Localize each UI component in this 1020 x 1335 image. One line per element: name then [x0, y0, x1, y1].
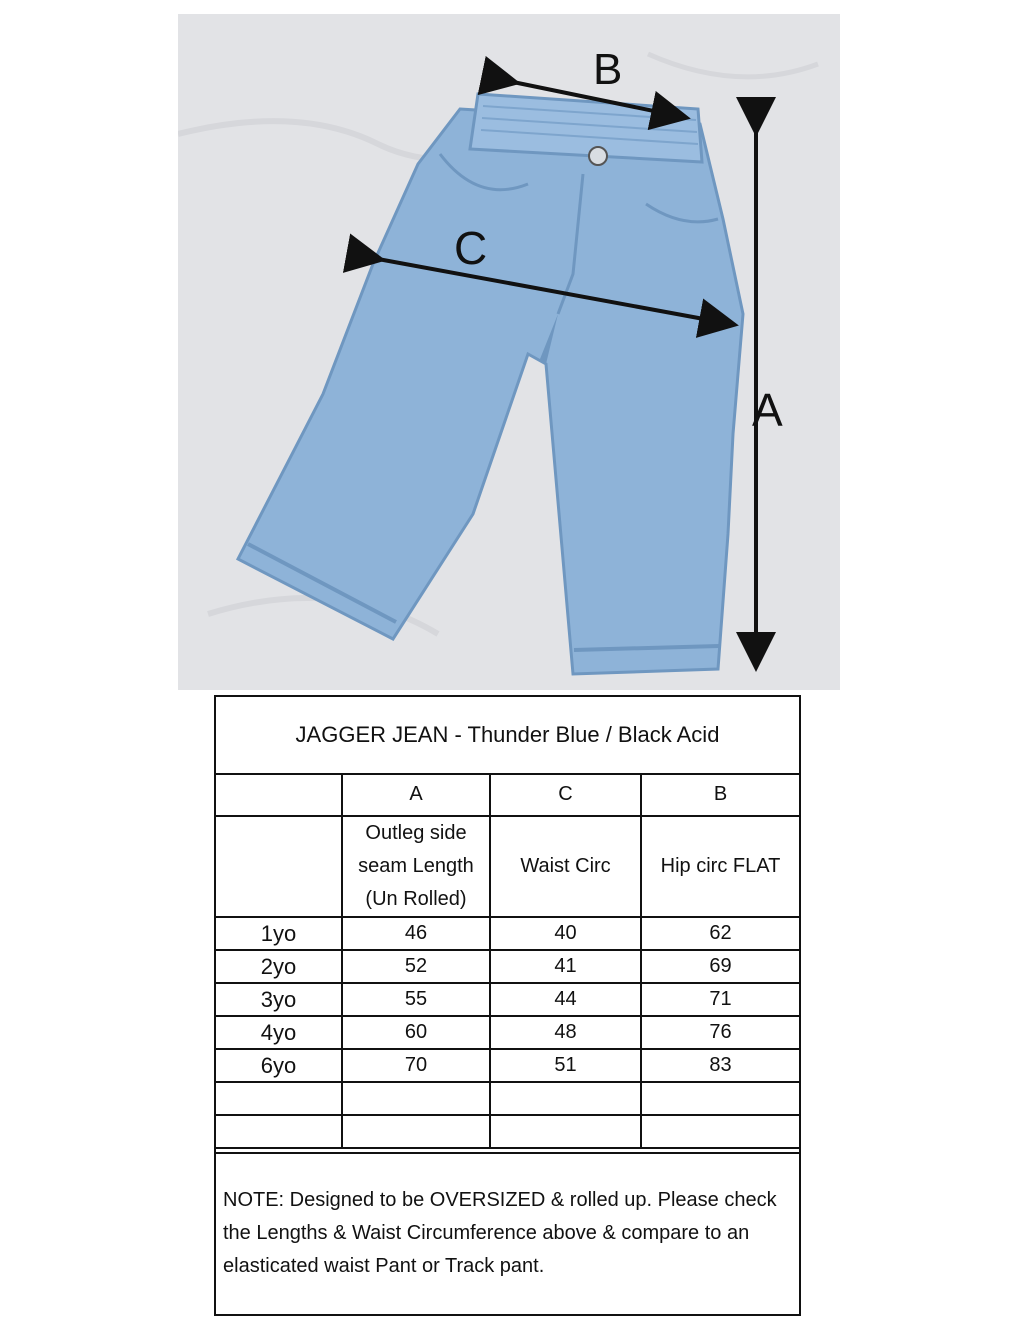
empty-cell	[490, 1082, 641, 1115]
chart-title: JAGGER JEAN - Thunder Blue / Black Acid	[216, 697, 799, 775]
value-c: 41	[490, 950, 641, 983]
value-a: 46	[342, 917, 490, 950]
size-cell: 3yo	[216, 983, 342, 1016]
value-c: 40	[490, 917, 641, 950]
jeans-illustration	[178, 14, 840, 690]
description-row	[216, 816, 799, 917]
value-b: 69	[641, 950, 799, 983]
table-row	[216, 983, 799, 1016]
desc-a-line: seam Length	[358, 855, 474, 877]
header-blank	[216, 773, 342, 816]
value-c: 48	[490, 1016, 641, 1049]
header-a: A	[342, 773, 490, 816]
table-row	[216, 917, 799, 950]
value-a: 70	[342, 1049, 490, 1082]
size-cell: 4yo	[216, 1016, 342, 1049]
table-row	[216, 950, 799, 983]
value-b: 76	[641, 1016, 799, 1049]
sizing-note: NOTE: Designed to be OVERSIZED & rolled up. Please check the Lengths & Waist Circumference above & compare to an elasticated waist Pant or Track pant.	[216, 1152, 799, 1316]
empty-cell	[490, 1115, 641, 1148]
table-row	[216, 1016, 799, 1049]
label-c: C	[454, 222, 488, 274]
desc-c: Waist Circ	[490, 816, 641, 917]
value-b: 62	[641, 917, 799, 950]
empty-cell	[641, 1082, 799, 1115]
empty-cell	[641, 1115, 799, 1148]
size-grid	[216, 773, 799, 1149]
desc-a-line: Outleg side	[365, 822, 467, 844]
desc-b: Hip circ FLAT	[641, 816, 799, 917]
size-cell: 2yo	[216, 950, 342, 983]
product-photo	[178, 14, 840, 690]
label-a: A	[752, 384, 783, 436]
header-b: B	[641, 773, 799, 816]
size-cell: 1yo	[216, 917, 342, 950]
value-a: 60	[342, 1016, 490, 1049]
size-chart	[214, 695, 801, 1316]
desc-blank	[216, 816, 342, 917]
empty-row	[216, 1082, 799, 1115]
value-b: 83	[641, 1049, 799, 1082]
desc-a	[342, 816, 490, 917]
value-a: 55	[342, 983, 490, 1016]
desc-a-line: (Un Rolled)	[365, 888, 467, 910]
empty-row	[216, 1115, 799, 1148]
empty-cell	[216, 1115, 342, 1148]
empty-cell	[342, 1115, 490, 1148]
size-cell: 6yo	[216, 1049, 342, 1082]
value-b: 71	[641, 983, 799, 1016]
label-b: B	[593, 45, 623, 94]
table-row	[216, 1049, 799, 1082]
value-c: 44	[490, 983, 641, 1016]
empty-cell	[216, 1082, 342, 1115]
value-a: 52	[342, 950, 490, 983]
header-c: C	[490, 773, 641, 816]
value-c: 51	[490, 1049, 641, 1082]
empty-cell	[342, 1082, 490, 1115]
column-letter-row	[216, 773, 799, 816]
